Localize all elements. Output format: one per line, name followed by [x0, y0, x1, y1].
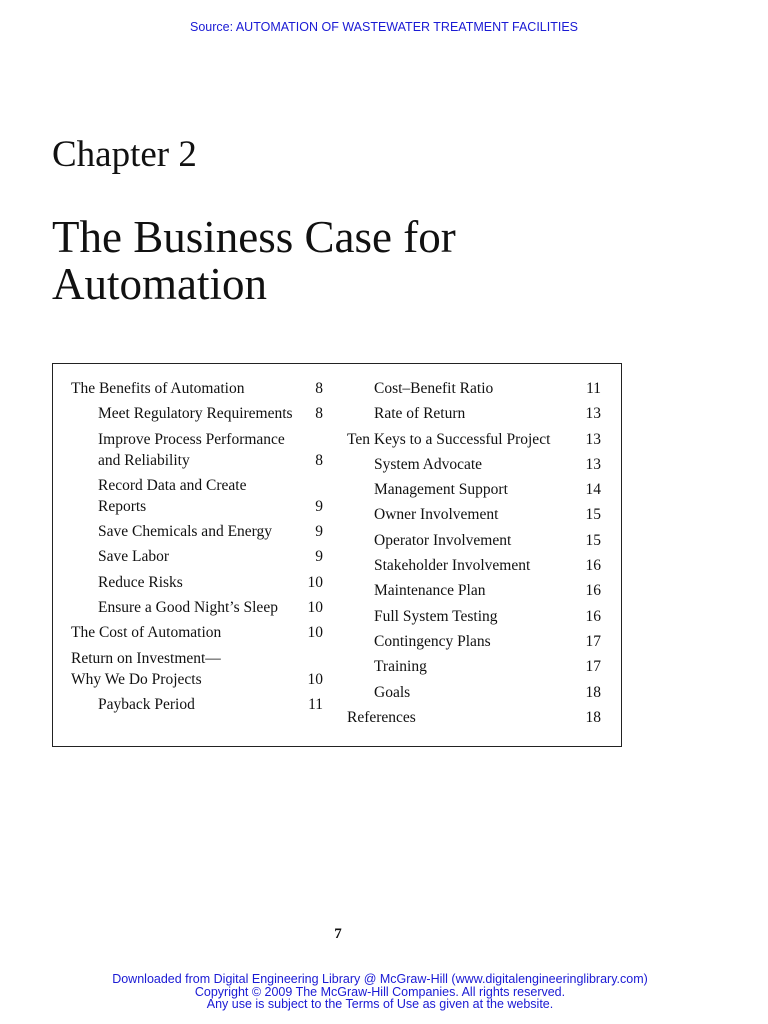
- page-number: 7: [334, 926, 342, 942]
- toc-entry-title: Rate of Return: [374, 405, 466, 423]
- toc-entry-page: 17: [585, 658, 601, 676]
- toc-entry[interactable]: [347, 530, 601, 551]
- toc-entry-title: Ensure a Good Night’s Sleep: [98, 599, 278, 617]
- toc-entry-page: 10: [307, 670, 323, 688]
- toc-entry-title: Reduce Risks: [98, 573, 183, 591]
- toc-entry-title: Save Chemicals and Energy: [98, 523, 273, 541]
- toc-entry[interactable]: [347, 555, 601, 576]
- footer-download-link[interactable]: Downloaded from Digital Engineering Library @ McGraw-Hill (www.digitalengineeringlibrary.com): [112, 972, 648, 986]
- toc-entry-page: 10: [307, 599, 323, 617]
- source-header: Source: AUTOMATION OF WASTEWATER TREATMENT FACILITIES: [189, 20, 578, 34]
- toc-entry-page: 18: [585, 708, 601, 726]
- toc-entry-title: Save Labor: [98, 548, 170, 566]
- toc-entry-page: 8: [315, 405, 323, 423]
- toc-entry-page: 17: [585, 632, 601, 650]
- toc-entry-page: 9: [315, 548, 323, 566]
- toc-entry-page: 16: [585, 607, 601, 625]
- toc-entry[interactable]: [71, 546, 323, 567]
- toc-entry-page: 8: [315, 380, 323, 397]
- toc-entry[interactable]: [71, 648, 323, 690]
- footer: [0, 973, 760, 1011]
- toc-entry-page: 15: [585, 531, 601, 549]
- toc-entry[interactable]: [347, 656, 601, 677]
- toc-entry[interactable]: [347, 631, 601, 652]
- toc-entry-page: 9: [315, 497, 323, 515]
- toc-entry-page: 16: [585, 582, 601, 600]
- toc-entry[interactable]: [71, 403, 323, 424]
- toc-entry-title: Payback Period: [98, 695, 195, 713]
- toc-entry[interactable]: [71, 521, 323, 542]
- footer-copyright: Copyright © 2009 The McGraw-Hill Companies. All rights reserved.: [194, 984, 566, 999]
- toc-entry[interactable]: [71, 475, 323, 517]
- toc-entry-title: Record Data and Create Reports: [98, 476, 247, 515]
- toc-entry-title: Goals: [374, 683, 411, 701]
- toc-entry-page: 11: [586, 380, 601, 397]
- toc-entry-page: 11: [308, 695, 323, 713]
- toc-entry-page: 18: [585, 683, 601, 701]
- toc-entry-page: 13: [585, 455, 601, 473]
- toc-entry[interactable]: [347, 429, 601, 450]
- toc-entry[interactable]: [347, 707, 601, 728]
- toc-entry-page: 14: [585, 481, 601, 499]
- toc-entry-page: 13: [585, 430, 601, 448]
- toc-entry-title: Maintenance Plan: [374, 582, 486, 600]
- toc-entry-title: The Benefits of Automation: [71, 380, 245, 397]
- toc-entry-title: Ten Keys to a Successful Project: [347, 430, 551, 448]
- toc-column-right: [347, 378, 601, 732]
- toc-entry-page: 9: [315, 523, 323, 541]
- toc-entry[interactable]: [347, 403, 601, 424]
- toc-entry[interactable]: [347, 580, 601, 601]
- toc-entry-title: Full System Testing: [374, 607, 498, 625]
- toc-entry-title: Management Support: [374, 481, 508, 499]
- toc-entry-page: 10: [307, 624, 323, 642]
- toc-entry-title: The Cost of Automation: [71, 624, 222, 642]
- toc-entry-title: Cost–Benefit Ratio: [374, 380, 494, 397]
- toc-column-left: [71, 378, 323, 719]
- toc-entry-page: 16: [585, 557, 601, 575]
- toc-entry[interactable]: [71, 572, 323, 593]
- toc-entry-title: Return on Investment— Why We Do Projects: [71, 649, 221, 688]
- chapter-contents-box: [52, 363, 622, 747]
- chapter-title: [52, 214, 456, 308]
- toc-entry-title: Contingency Plans: [374, 632, 491, 650]
- toc-entry-page: 13: [585, 405, 601, 423]
- footer-terms-link[interactable]: Any use is subject to the Terms of Use as given at the website.: [206, 997, 554, 1012]
- toc-entry[interactable]: [347, 378, 601, 399]
- toc-entry[interactable]: [347, 454, 601, 475]
- toc-entry[interactable]: [71, 378, 323, 399]
- chapter-title-line2: Automation: [52, 259, 267, 309]
- toc-entry-page: 8: [315, 451, 323, 469]
- chapter-label: Chapter 2: [52, 134, 197, 175]
- toc-entry[interactable]: [71, 597, 323, 618]
- toc-entry-title: Training: [374, 658, 427, 676]
- toc-entry[interactable]: [71, 694, 323, 715]
- toc-entry-title: Meet Regulatory Requirements: [98, 405, 293, 423]
- chapter-title-line1: The Business Case for: [52, 212, 456, 262]
- toc-entry[interactable]: [71, 622, 323, 643]
- toc-entry-title: References: [347, 708, 416, 726]
- toc-entry[interactable]: [347, 682, 601, 703]
- toc-entry-title: System Advocate: [374, 455, 483, 473]
- toc-entry[interactable]: [347, 504, 601, 525]
- toc-entry-page: 15: [585, 506, 601, 524]
- toc-entry-title: Operator Involvement: [374, 531, 512, 549]
- toc-entry-page: 10: [307, 573, 323, 591]
- toc-entry[interactable]: [347, 606, 601, 627]
- toc-entry-title: Improve Process Performance and Reliability: [98, 430, 285, 469]
- toc-entry-title: Stakeholder Involvement: [374, 557, 531, 575]
- toc-entry[interactable]: [347, 479, 601, 500]
- toc-entry-title: Owner Involvement: [374, 506, 499, 524]
- toc-entry[interactable]: [71, 429, 323, 471]
